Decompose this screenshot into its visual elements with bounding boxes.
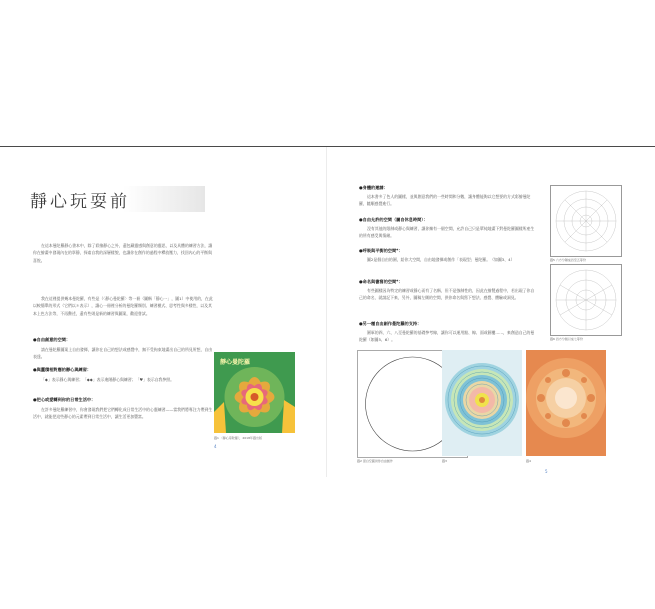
section-text-naming: 有些圖樣因為特定的練習或靜心而有了名稱，但不是強制性的，因此在繪製過程中，若出現了你自己的命名，就請記下來，另外，圖稿左側的空間，供你命名與寫下想法、感覺、體驗或洞見。 (359, 288, 535, 301)
section-text-free-space: 請在曼陀羅圖案上自由發揮，讓你在自己的想法或感覺中，無不受拘束地畫出自己的所見所想，自由表達。 (33, 347, 213, 360)
figure-6-caption: 圖6 四方分割以成七等份 (550, 337, 583, 341)
left-page (0, 147, 326, 477)
section-heading-body: ●身體的邀請： (359, 185, 388, 190)
intro-paragraph-1: 在這本曼陀羅靜心書本中，除了彩繪靜心之外，還包藏靈感與創意的靈思，以及具體的練習方法，讓你在繪畫中發現內在的寧靜，探索自我的深層樣貌，也讓你在創作的過程中釋放壓力，找回內心的平衡與喜悅。 (33, 243, 213, 263)
section-heading-free-space: ●自由創意的空間： (33, 337, 71, 342)
figure-2-caption: 圖2 留白空圓供你自由創作 (357, 459, 393, 463)
mandala-grid-template-2 (550, 264, 622, 336)
section-text-rest: 沒有其他的限制或靜心與練習，讓你擁有一個空間，允許自己只是單純地畫下對曼陀羅圖樣所產生的所有感受與情緒。 (359, 226, 535, 239)
page-number-right: 5 (545, 469, 548, 474)
cover-title: 靜心曼陀羅 (220, 359, 251, 366)
section-heading-practice: ●與靈積相對應的靜心與練習： (33, 367, 92, 372)
blue-mandala-artwork (442, 350, 522, 456)
radial-grid-figure-2 (551, 265, 621, 335)
page-number-left: 4 (214, 444, 217, 449)
section-text-practice: 「◆」表示靜心與練習；「◆◆」表示進階靜心與練習；「♥」表示自我參照。 (41, 377, 175, 382)
radial-grid-figure-1 (551, 186, 621, 256)
section-text-free-creation: 圓軍的四、六、八至曼陀羅的基礎參考線，讓你可以運用點、線、面或圓樓……，來創造自己的曼陀羅（如圖5、6）。 (359, 330, 535, 343)
figure-4-caption: 圖4 (526, 459, 531, 463)
colored-mandala-blue (442, 350, 522, 456)
intro-paragraph-2: 我在這裡提供幾本曼陀羅，有些是（〈靜心曼陀羅〉等一冊（圖稱「靜心一」，圖1）中使用的，在此以較簡單的形式（它們以＊表示），讓心一冊裡分析的曼陀羅類別、練習模式、思考性與多樣性，以及其本上色方法等，不再贅述，還有些則是新的練習與圖案，歡迎嘗試。 (33, 296, 213, 316)
section-heading-naming: ●命名與書寫的空間*： (359, 279, 403, 284)
right-page (327, 147, 655, 477)
section-text-body: 這本書多了色人的圖樣，並與創意我們的一些時間和分數，讓身體能夠以它想要的方式彩繪曼陀羅，隨順感覺進行。 (359, 194, 531, 207)
section-heading-rest: ●自由允許的空間（屬自休息時間）： (359, 217, 428, 222)
figure-3-caption: 圖3 (442, 459, 447, 463)
section-text-daily-life: 在許多曼陀羅練習中，你會發現我們把它們轉化成日常生活中的心靈練習——當我們將專注力帶到生活中，就能把這些靜心的元素帶到日常生活中，讓生活更加豐富。 (33, 407, 213, 420)
figure-1-caption: 圖1 《靜心曼陀羅》，2018年圖出版 (214, 436, 262, 440)
page-title: 靜心玩耍前 (30, 192, 130, 212)
section-heading-daily-life: ●把心或愛轉到你的日常生活中： (33, 397, 96, 402)
section-heading-free-creation: ●另一種自由創作曼陀羅的支持： (359, 321, 422, 326)
figure-5-caption: 圖5 六方分隔成四至五等份 (550, 258, 586, 262)
section-text-breath: 圖2是個自由的圓，給你大空間，自由地發揮或創作「表現型」曼陀羅。（如圖3、4） (367, 257, 515, 262)
orange-mandala-artwork (526, 350, 606, 456)
section-heading-breath: ●呼吸與平衡的空間*： (359, 248, 403, 253)
mandala-grid-template-1 (550, 185, 622, 257)
colored-mandala-orange (526, 350, 606, 456)
book-cover-image (214, 352, 295, 433)
